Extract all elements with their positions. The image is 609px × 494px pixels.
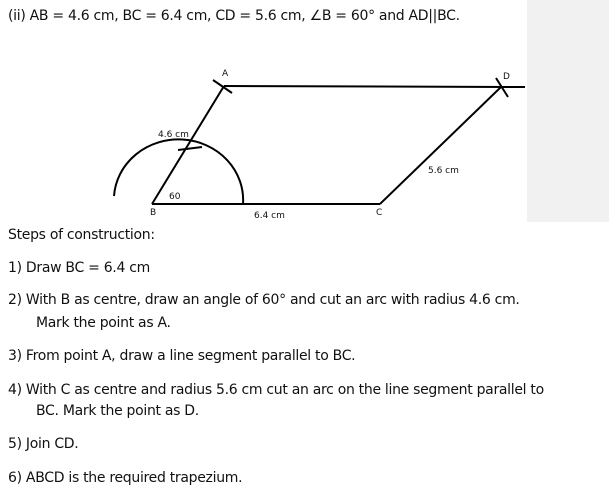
label-b: B	[150, 208, 157, 218]
steps-heading: Steps of construction:	[8, 227, 155, 243]
label-angle: 60	[169, 192, 181, 202]
segment-cd	[380, 87, 501, 204]
step-6: 6) ABCD is the required trapezium.	[8, 470, 243, 486]
step-2-continued: Mark the point as A.	[36, 315, 171, 331]
step-2: 2) With B as centre, draw an angle of 60° and cut an arc with radius 4.6 cm.	[8, 292, 520, 308]
step-5: 5) Join CD.	[8, 436, 79, 452]
segment-ba	[152, 86, 224, 204]
label-ab-length: 4.6 cm	[158, 130, 189, 140]
step-4-continued: BC. Mark the point as D.	[36, 403, 199, 419]
line-ad	[224, 86, 525, 87]
step-3: 3) From point A, draw a line segment parallel to BC.	[8, 348, 356, 364]
problem-statement: (ii) AB = 4.6 cm, BC = 6.4 cm, CD = 5.6 cm, ∠B = 60° and AD||BC.	[8, 8, 460, 24]
arc-tick-60	[178, 147, 202, 150]
label-d: D	[503, 72, 510, 82]
label-c: C	[376, 208, 383, 218]
construction-diagram	[0, 0, 609, 230]
label-a: A	[222, 69, 229, 79]
label-cd-length: 5.6 cm	[428, 166, 459, 176]
label-bc-length: 6.4 cm	[254, 211, 285, 221]
step-4: 4) With C as centre and radius 5.6 cm cut an arc on the line segment parallel to	[8, 382, 544, 398]
step-1: 1) Draw BC = 6.4 cm	[8, 260, 150, 276]
